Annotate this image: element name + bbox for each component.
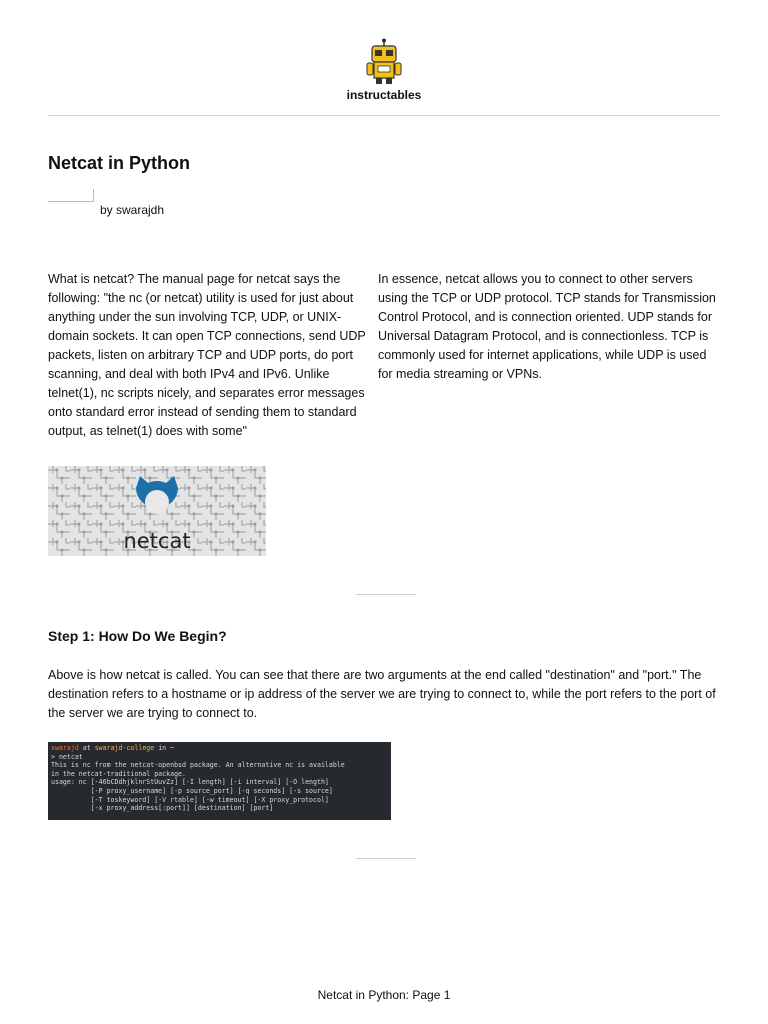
terminal-prompt-line (51, 744, 388, 753)
step-1-paragraph: Above is how netcat is called. You can see that there are two arguments at the end called "destination" and "port." The destination refers to a hostname or ip address of the server we are trying to connect to, while the port refers to the port of the server we are trying to connect to. (48, 668, 716, 720)
page-footer: Netcat in Python: Page 1 (317, 988, 451, 1002)
terminal-at: at (78, 744, 95, 752)
terminal-in: in ~ (154, 744, 175, 752)
article-title: Netcat in Python (48, 153, 191, 173)
header-divider (48, 115, 720, 116)
terminal-line: in the netcat-traditional package. (51, 769, 186, 778)
author-byline[interactable]: by swarajdh (100, 203, 165, 217)
terminal-line: [-P proxy_username] [-p source_port] [-q seconds] [-s source] (51, 786, 333, 795)
terminal-line: [-T toskeyword] [-V rtable] [-w timeout] [-X proxy_protocol] (51, 795, 329, 804)
terminal-line: [-x proxy_address[:port]] [destination] [port] (51, 804, 274, 813)
instructables-robot-logo[interactable] (364, 38, 404, 86)
terminal-host: swarajd-college (94, 744, 155, 752)
netcat-logo-image[interactable] (48, 466, 266, 556)
section-divider (356, 858, 416, 859)
brand-name[interactable]: instructables (346, 88, 422, 102)
step-1-title: Step 1: How Do We Begin? (48, 628, 227, 644)
author-avatar[interactable] (48, 189, 94, 202)
terminal-line: > netcat (51, 752, 83, 761)
terminal-line: This is nc from the netcat-openbsd package. An alternative nc is available (51, 761, 345, 770)
intro-right-paragraph: In essence, netcat allows you to connect to other servers using the TCP or UDP protocol. TCP stands for Transmission Control Protocol, and is connection oriented. UDP stands for Universal Datagram Protocol, and is connectionless. TCP is commonly used for internet applications, while UDP is used for media streaming or VPNs. (378, 272, 716, 381)
terminal-screenshot[interactable] (48, 742, 391, 820)
terminal-line: usage: nc [-46bCDdhjklnrStUuvZz] [-I length] [-i interval] [-O length] (51, 778, 329, 787)
netcat-logo-text: netcat (123, 529, 191, 553)
section-divider (356, 594, 416, 595)
intro-left-paragraph: What is netcat? The manual page for netcat says the following: "the nc (or netcat) utility is used for just about anything under the sun involving TCP, UDP, or UNIX-domain sockets. It can open TCP connections, send UDP packets, listen on arbitrary TCP and UDP ports, do port scanning, and deal with both IPv4 and IPv6. Unlike telnet(1), nc scripts nicely, and separates error messages onto standard error instead of sending them to standard output, as telnet(1) does with some" (48, 272, 366, 438)
terminal-user: swarajd (51, 744, 79, 752)
